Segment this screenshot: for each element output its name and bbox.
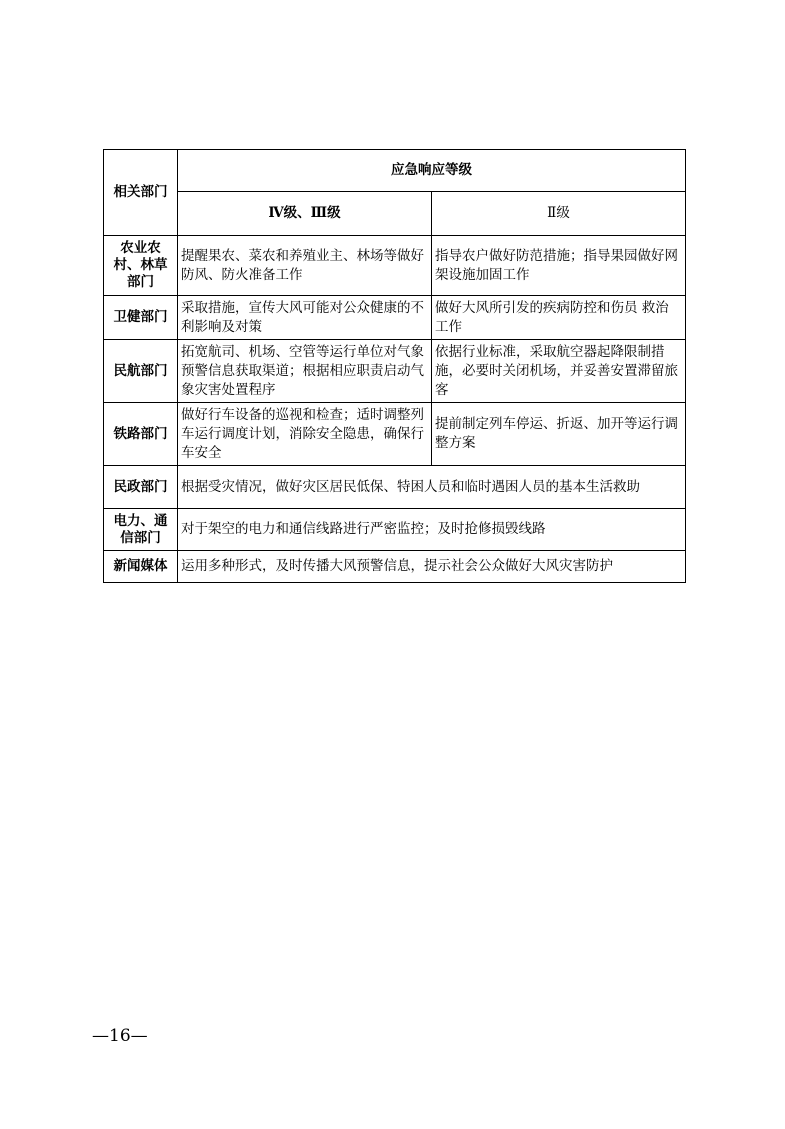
dept-cell: 民政部门 [104,466,178,509]
page-number: —16— [92,1026,148,1046]
dept-cell: 民航部门 [104,340,178,403]
table-row [104,340,686,403]
level-2-cell: 提前制定列车停运、折返、加开等运行调整方案 [432,403,686,466]
level-header: 应急响应等级 [178,150,686,192]
table-row [104,466,686,509]
dept-cell: 农业农村、林草部门 [104,236,178,296]
level-1-cell: 提醒果农、菜农和养殖业主、林场等做好防风、防火准备工作 [178,236,432,296]
level-col-1-header: Ⅳ级、Ⅲ级 [178,192,432,236]
level-2-cell: 做好大风所引发的疾病防控和伤员 救治工作 [432,296,686,340]
level-2-cell: 依据行业标准，采取航空器起降限制措施，必要时关闭机场，并妥善安置滞留旅客 [432,340,686,403]
emergency-response-table [103,149,686,583]
dept-cell: 新闻媒体 [104,551,178,583]
merged-cell: 根据受灾情况，做好灾区居民低保、特困人员和临时遇困人员的基本生活救助 [178,466,686,509]
dept-header: 相关部门 [104,150,178,236]
table-row [104,551,686,583]
level-1-cell: 做好行车设备的巡视和检查；适时调整列车运行调度计划，消除安全隐患，确保行车安全 [178,403,432,466]
dept-cell: 铁路部门 [104,403,178,466]
level-2-cell: 指导农户做好防范措施；指导果园做好网架设施加固工作 [432,236,686,296]
table-row [104,236,686,296]
level-1-cell: 拓宽航司、机场、空管等运行单位对气象预警信息获取渠道；根据相应职责启动气象灾害处置程序 [178,340,432,403]
level-1-cell: 采取措施，宣传大风可能对公众健康的不利影响及对策 [178,296,432,340]
merged-cell: 运用多种形式，及时传播大风预警信息，提示社会公众做好大风灾害防护 [178,551,686,583]
table-row [104,509,686,551]
table-row [104,403,686,466]
merged-cell: 对于架空的电力和通信线路进行严密监控；及时抢修损毁线路 [178,509,686,551]
dept-cell: 电力、通信部门 [104,509,178,551]
dept-cell: 卫健部门 [104,296,178,340]
table-row [104,296,686,340]
level-col-2-header: Ⅱ级 [432,192,686,236]
